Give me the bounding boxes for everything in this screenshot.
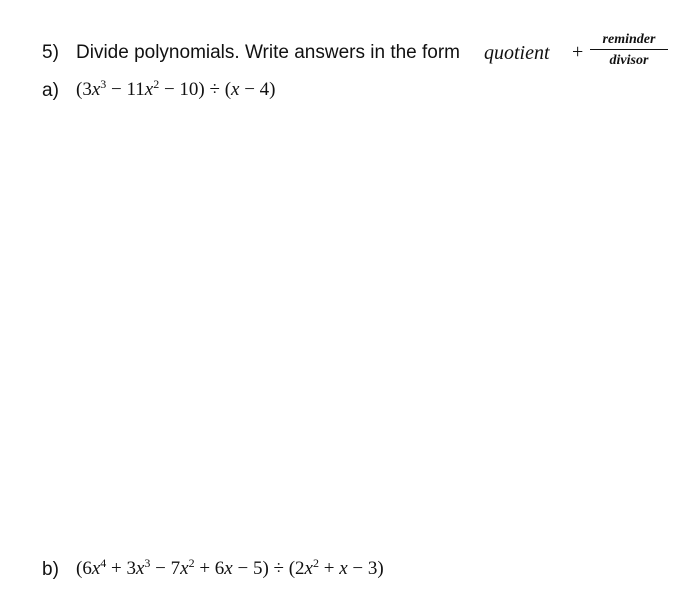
expr-text: + 3 [106, 558, 136, 579]
expr-variable: x [180, 558, 189, 579]
expr-text: − 4) [239, 79, 276, 100]
expr-text: − 11 [106, 79, 145, 100]
expr-text: (3 [76, 79, 92, 100]
expr-text: (6 [76, 558, 92, 579]
part-b-expression [76, 558, 384, 580]
expr-exponent: 2 [312, 556, 319, 570]
expr-variable: x [339, 558, 348, 579]
fraction-bar [590, 49, 668, 50]
expr-text: + [318, 558, 340, 579]
expr-variable: x [144, 79, 154, 100]
form-quotient: quotient [484, 42, 550, 64]
expr-text: − 5) ÷ (2 [232, 558, 305, 579]
expr-variable: x [231, 79, 240, 100]
expr-text: − 10) ÷ ( [159, 79, 232, 100]
expr-text: − 3) [347, 558, 384, 579]
problem-number: 5) [42, 42, 59, 63]
fraction-denominator: divisor [609, 53, 649, 68]
expr-exponent: 2 [153, 77, 160, 91]
expr-exponent: 3 [100, 77, 107, 91]
expr-exponent: 3 [144, 556, 151, 570]
fraction-numerator: reminder [602, 32, 656, 47]
form-plus: + [572, 41, 584, 63]
expr-text: + 6 [194, 558, 225, 579]
expr-variable: x [304, 558, 313, 579]
expr-exponent: 2 [188, 556, 195, 570]
part-b-label: b) [42, 559, 59, 580]
part-a-expression [76, 79, 276, 101]
expr-variable: x [91, 79, 101, 100]
expr-variable: x [135, 558, 145, 579]
form-fraction [590, 31, 668, 69]
problem-instruction: Divide polynomials. Write answers in the form [76, 42, 461, 63]
expr-variable: x [224, 558, 233, 579]
part-a-label: a) [42, 80, 59, 101]
expr-variable: x [91, 558, 101, 579]
expr-exponent: 4 [100, 556, 107, 570]
expr-text: − 7 [150, 558, 181, 579]
